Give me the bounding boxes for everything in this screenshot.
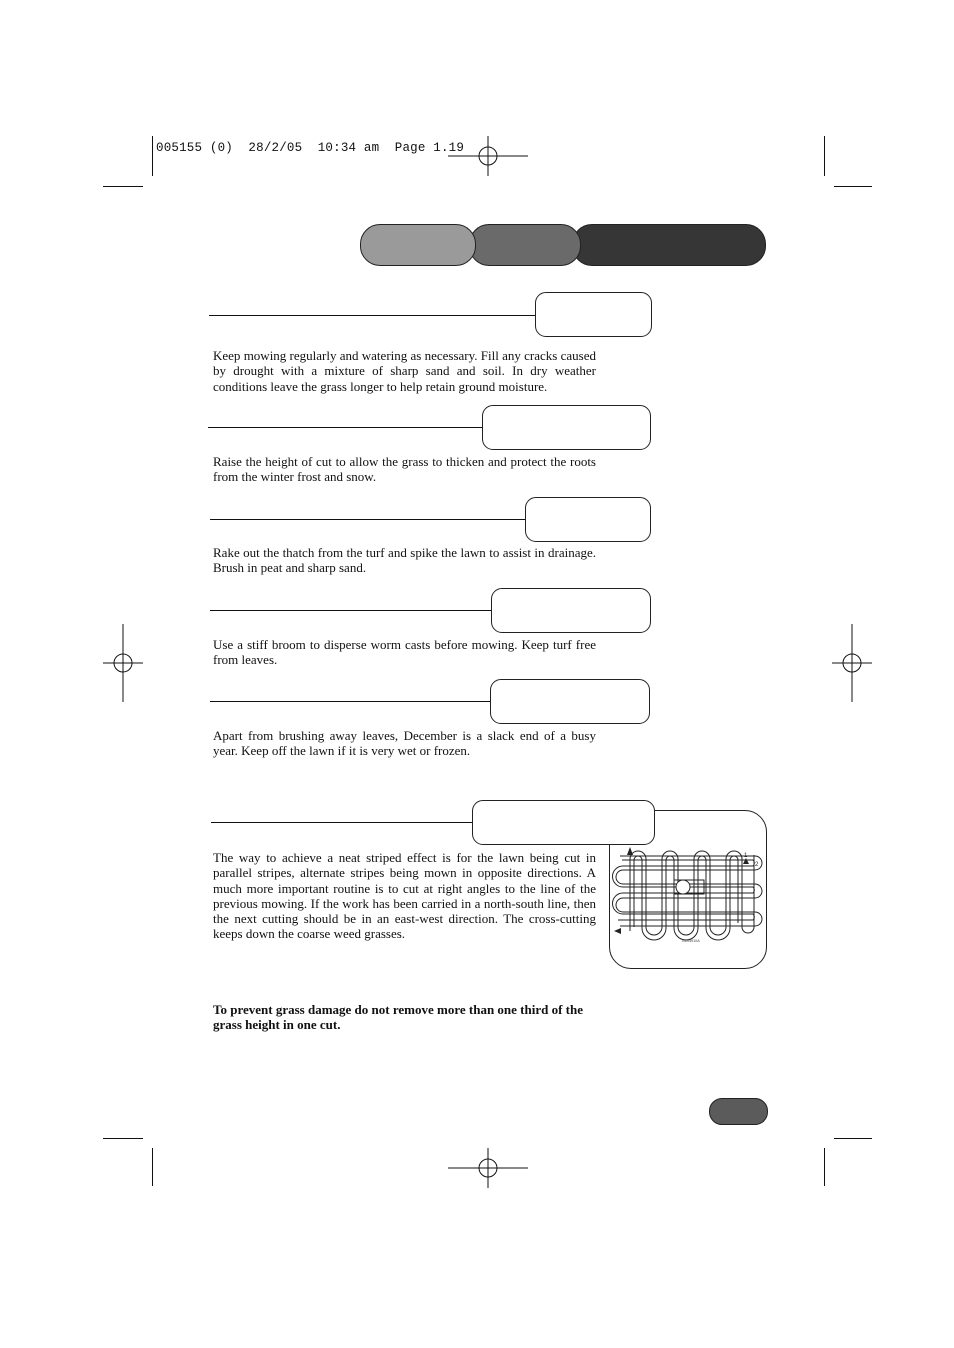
section-rule [211,822,472,823]
section-rule [210,610,491,611]
section-rule [208,427,482,428]
section-text: Raise the height of cut to allow the grass to thicken and protect the roots from the winter frost and snow. [213,454,596,485]
section-heading-box [525,497,651,542]
section-tab-mid [469,224,581,266]
crop-mark [152,1148,153,1186]
section-heading-box [491,588,651,633]
warning-text: To prevent grass damage do not remove more than one third of the grass height in one cut. [213,1002,584,1033]
section-rule [210,701,490,702]
section-heading-box [472,800,655,845]
section-text: Keep mowing regularly and watering as necessary. Fill any cracks caused by drought with a mixture of sharp sand and soil. In dry weather conditions leave the grass longer to help retain ground moisture. [213,348,596,394]
registration-target-icon [832,624,872,702]
figure-caption-code: GC0491XA [682,939,700,943]
figure-label-2: 2 [755,862,759,868]
section-text: Use a stiff broom to disperse worm casts before mowing. Keep turf free from leaves. [213,637,596,668]
section-tab-light [572,224,766,266]
crop-mark [152,136,153,176]
crop-mark [103,186,143,187]
page-number-tab [709,1098,768,1125]
section-rule [210,519,525,520]
figure-label-1: 1 [744,853,748,859]
section-heading-box [490,679,650,724]
section-rule [209,315,535,316]
section-text: Rake out the thatch from the turf and spike the lawn to assist in drainage. Brush in peat and sharp sand. [213,545,596,576]
section-tab-dark [360,224,476,266]
section-text: Apart from brushing away leaves, December is a slack end of a busy year. Keep off the lawn if it is very wet or frozen. [213,728,596,759]
crop-mark [834,186,872,187]
section-heading-box [535,292,652,337]
section-text: The way to achieve a neat striped effect is for the lawn being cut in parallel stripes, alternate stripes being mown in opposite directions. A much more important routine is to cut at right angles to the line of the previous mowing. If the work has been carried in a north-south line, then the next cutting should be in an east-west direction. The cross-cutting keeps down the coarse weed grasses. [213,850,596,942]
registration-target-icon [448,1148,528,1188]
crop-mark [834,1138,872,1139]
crop-mark [824,136,825,176]
section-heading-box [482,405,651,450]
crop-mark [824,1148,825,1186]
registration-target-icon [103,624,143,702]
crop-mark [103,1138,143,1139]
print-slug: 005155 (0) 28/2/05 10:34 am Page 1.19 [156,141,465,155]
registration-target-icon [448,136,528,176]
